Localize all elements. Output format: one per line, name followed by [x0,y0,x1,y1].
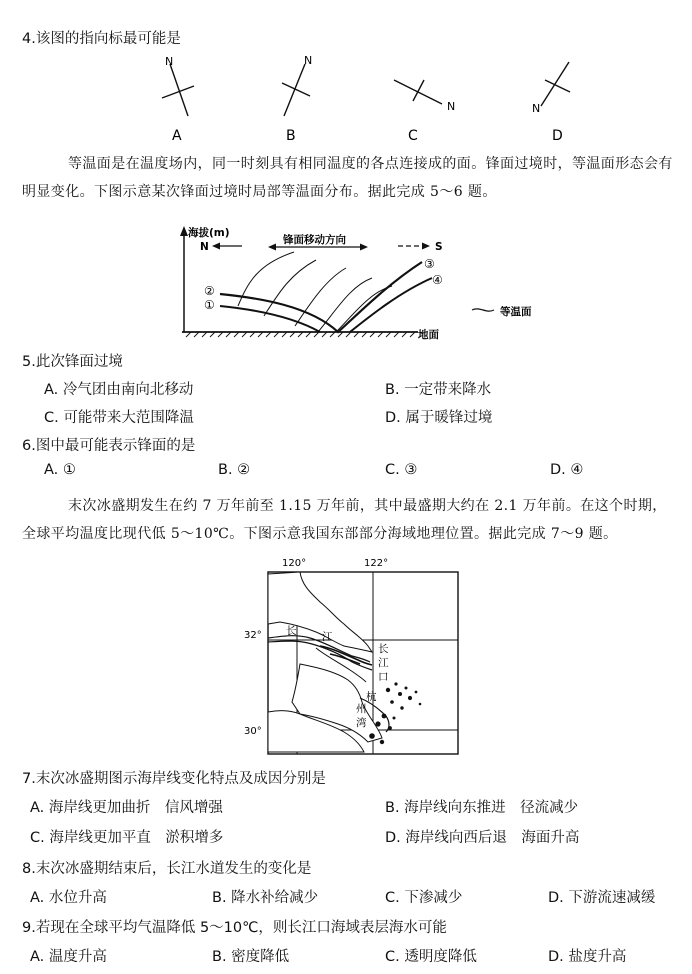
question-8-stem: 8.末次冰盛期结束后，长江水道发生的变化是 [22,861,312,877]
isotherm-1 [220,306,320,332]
north-direction-label: N [200,241,209,253]
bay-label-1: 杭 [366,691,377,703]
q5-option-d: D. 属于暖锋过境 [385,410,493,426]
intro-7-9 [22,492,677,548]
river-label-1: 长 [286,625,297,637]
legend-isotherm-symbol [472,309,494,311]
q6-option-d: D. ④ [550,462,584,478]
q5-option-c: C. 可能带来大范围降温 [44,410,194,426]
intro-7-9-text: 末次冰盛期发生在约 7 万年前至 1.15 万年前，其中最盛期大约在 2.1 万年前。在这个时期，全球平均温度比现代低 5～10℃。下图示意我国东部部分海域地理位置。据此完成 7～9 题。 [22,498,667,542]
isotherm-label-1: ① [204,298,215,312]
q7-option-d: D. 海岸线向西后退 海面升高 [385,830,580,846]
north-label-b: N [304,54,313,67]
lat-label-30: 30° [244,726,262,737]
compass-d [532,62,570,144]
question-6-stem: 6.图中最可能表示锋面的是 [22,438,196,454]
lon-label-122: 122° [364,558,389,569]
ground-label: 地面 [418,329,439,341]
q8-option-a: A. 水位升高 [30,890,107,906]
compass-a [162,55,194,144]
compass-option-label: A [172,128,182,144]
q9-option-c: C. 透明度降低 [385,949,477,965]
q9-option-d: D. 盐度升高 [548,949,627,965]
q9-option-a: A. 温度升高 [30,949,107,965]
bay-label-3: 湾 [356,717,367,729]
question-4-stem: 4.该图的指向标最可能是 [22,31,181,47]
estuary-label-1: 长 [378,643,389,655]
q7-option-b: B. 海岸线向东推进 径流减少 [385,800,579,816]
front-direction-label: 锋面移动方向 [283,234,346,246]
altitude-axis-label: 海拔(m) [188,227,230,239]
estuary-label-2: 江 [378,657,389,669]
front-isotherm-figure [160,222,560,344]
question-9-stem: 9.若现在全球平均气温降低 5～10℃，则长江口海域表层海水可能 [22,920,447,936]
question-5-stem: 5.此次锋面过境 [22,354,123,370]
intro-5-6-text: 等温面是在温度场内，同一时刻具有相同温度的各点连接成的面。锋面过境时，等温面形态会有明显变化。下图示意某次锋面过境时局部等温面分布。据此完成 5～6 题。 [22,156,673,200]
bay-label-2: 州 [356,703,367,715]
compass-option-label: D [552,128,563,144]
q8-option-b: B. 降水补给减少 [212,890,319,906]
south-direction-label: S [435,241,443,253]
q7-option-c: C. 海岸线更加平直 淤积增多 [30,830,224,846]
q6-option-a: A. ① [44,462,76,478]
east-china-sea-map [240,552,465,757]
compass-option-label: B [286,128,296,144]
q8-option-d: D. 下游流速减缓 [548,890,656,906]
north-label-c: N [447,100,456,113]
compass-c [394,80,455,144]
intro-5-6 [22,150,677,206]
q8-option-c: C. 下渗减少 [385,890,463,906]
estuary-label-3: 口 [378,671,389,683]
isotherm-label-3: ③ [424,257,435,271]
compass-option-label: C [408,128,418,144]
isotherm-label-4: ④ [432,273,443,287]
river-label-2: 江 [322,631,333,643]
q5-option-b: B. 一定带来降水 [385,382,492,398]
legend-isotherm-label: 等温面 [500,306,532,318]
q9-option-b: B. 密度降低 [212,949,290,965]
lon-label-120: 120° [282,558,307,569]
isotherm-label-2: ② [204,284,215,298]
compass-b [282,54,312,144]
q7-option-a: A. 海岸线更加曲折 信风增强 [30,800,223,816]
isotherm-2 [220,262,422,332]
q6-option-c: C. ③ [385,462,418,478]
compass-options-figure [120,50,600,150]
q5-option-a: A. 冷气团由南向北移动 [44,382,194,398]
q6-option-b: B. ② [218,462,251,478]
north-label-a: N [165,55,174,68]
north-label-d: N [532,102,541,115]
lat-label-32: 32° [244,630,262,641]
question-7-stem: 7.末次冰盛期图示海岸线变化特点及成因分别是 [22,771,326,787]
